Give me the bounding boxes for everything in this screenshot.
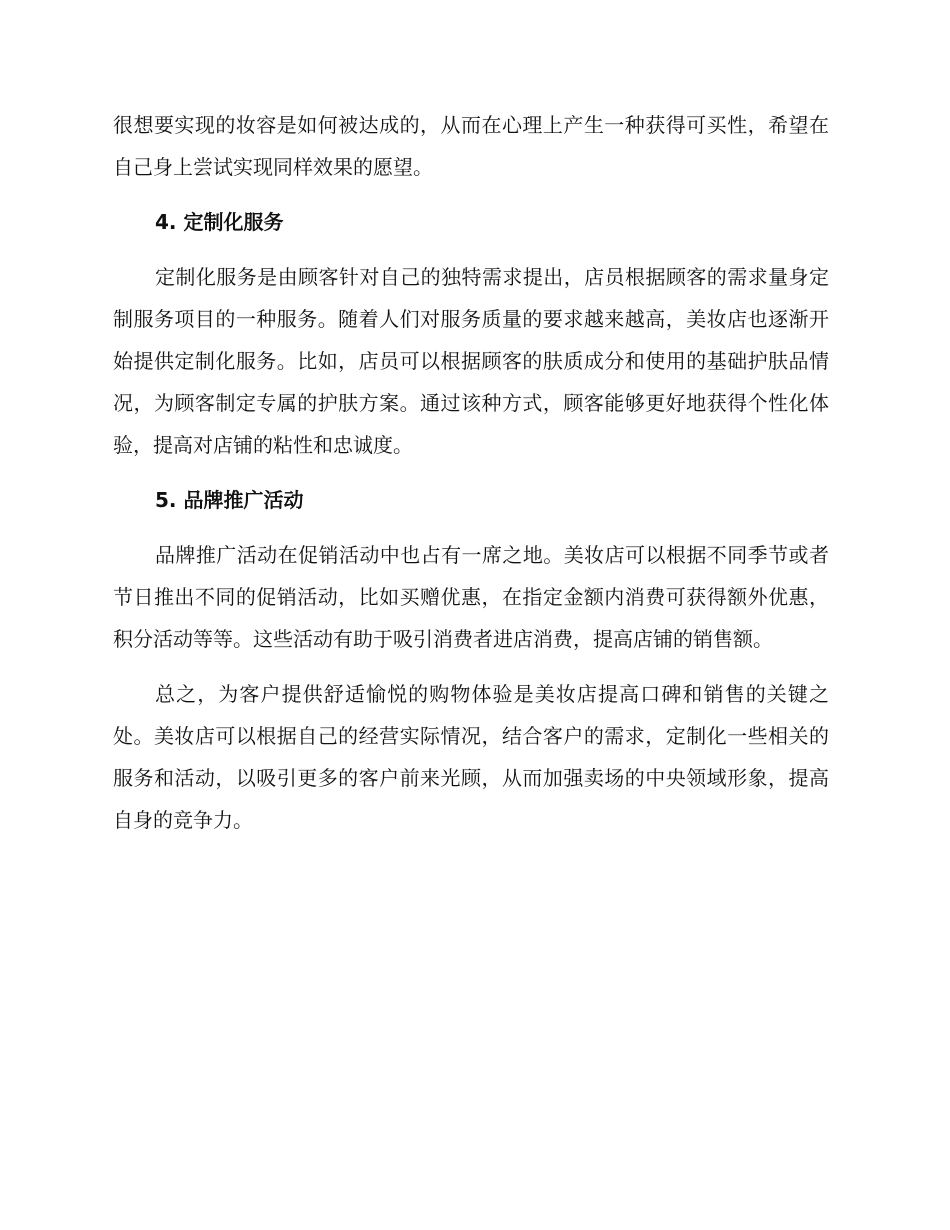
- section-heading-5: 5. 品牌推广活动: [155, 488, 304, 512]
- document-body: [113, 104, 829, 841]
- paragraph-brand-promotion: 品牌推广活动在促销活动中也占有一席之地。美妆店可以根据不同季节或者节日推出不同的促销活动，比如买赠优惠，在指定金额内消费可获得额外优惠，积分活动等等。这些活动有助于吸引消费者进店消费，提高店铺的销售额。: [113, 543, 829, 651]
- section-heading-4: 4. 定制化服务: [155, 210, 284, 234]
- paragraph-conclusion: 总之，为客户提供舒适愉悦的购物体验是美妆店提高口碑和销售的关键之处。美妆店可以根据自己的经营实际情况，结合客户的需求，定制化一些相关的服务和活动，以吸引更多的客户前来光顾，从而加强卖场的中央领域形象，提高自身的竞争力。: [113, 682, 829, 832]
- paragraph-customized-service: 定制化服务是由顾客针对自己的独特需求提出，店员根据顾客的需求量身定制服务项目的一种服务。随着人们对服务质量的要求越来越高，美妆店也逐渐开始提供定制化服务。比如，店员可以根据顾客的肤质成分和使用的基础护肤品情况，为顾客制定专属的护肤方案。通过该种方式，顾客能够更好地获得个性化体验，提高对店铺的粘性和忠诚度。: [113, 265, 829, 457]
- paragraph-intro-continued: 很想要实现的妆容是如何被达成的，从而在心理上产生一种获得可买性，希望在自己身上尝试实现同样效果的愿望。: [113, 113, 829, 179]
